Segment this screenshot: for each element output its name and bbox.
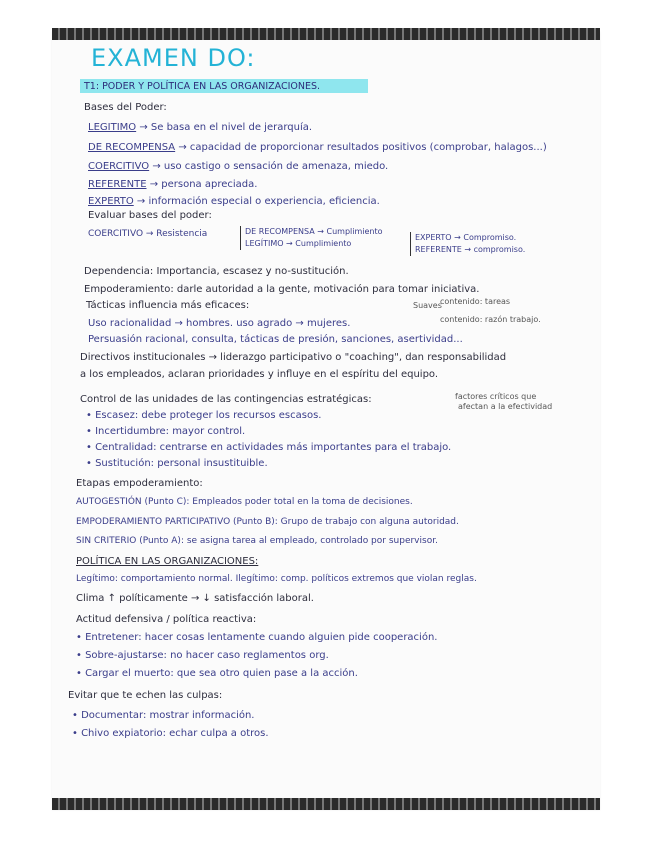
- etapas-header: Etapas empoderamiento:: [76, 478, 203, 489]
- politica-line-1: Legítimo: comportamiento normal. Ilegítimo: comp. políticos extremos que violan reglas.: [76, 574, 477, 584]
- politica-line-2: Clima ↑ políticamente → ↓ satisfacción laboral.: [76, 593, 314, 604]
- bases-header: Bases del Poder:: [84, 102, 167, 113]
- base-item: EXPERTO → información especial o experiencia, eficiencia.: [88, 196, 380, 207]
- control-header: Control de las unidades de las contingencias estratégicas:: [80, 394, 372, 405]
- list-item: • Sobre-ajustarse: no hacer caso reglamentos org.: [76, 650, 329, 661]
- empoderamiento-line: Empoderamiento: darle autoridad a la gente, motivación para tomar iniciativa.: [84, 284, 480, 295]
- dependencia-line: Dependencia: Importancia, escasez y no-sustitución.: [84, 266, 349, 277]
- evaluar-right: EXPERTO → Compromiso. REFERENTE → compromiso.: [410, 232, 525, 256]
- actitud-header: Actitud defensiva / política reactiva:: [76, 614, 257, 625]
- tacticas-side-label: Suaves: [413, 301, 442, 310]
- list-item: • Entretener: hacer cosas lentamente cuando alguien pide cooperación.: [76, 632, 438, 643]
- evitar-header: Evitar que te echen las culpas:: [68, 690, 223, 701]
- base-item: LEGITIMO → Se basa en el nivel de jerarquía.: [88, 122, 313, 133]
- base-item: REFERENTE → persona apreciada.: [88, 179, 258, 190]
- tacticas-side-2: contenido: razón trabajo.: [440, 315, 541, 324]
- page-title: EXAMEN DO:: [91, 44, 256, 72]
- evaluar-mid: DE RECOMPENSA → Cumplimiento LEGÍTIMO → Cumplimiento: [240, 226, 383, 250]
- list-item: • Sustitución: personal insustituible.: [86, 458, 268, 469]
- etapa-item: EMPODERAMIENTO PARTICIPATIVO (Punto B): Grupo de trabajo con alguna autoridad.: [76, 517, 459, 527]
- politica-header: POLÍTICA EN LAS ORGANIZACIONES:: [76, 556, 259, 567]
- list-item: • Incertidumbre: mayor control.: [86, 426, 246, 437]
- evaluar-header: Evaluar bases del poder:: [88, 210, 212, 221]
- directivos-line-2: a los empleados, aclaran prioridades y influye en el espíritu del equipo.: [80, 369, 439, 380]
- control-note: factores críticos que: [455, 392, 537, 401]
- list-item: • Chivo expiatorio: echar culpa a otros.: [72, 728, 269, 739]
- spiral-binding-top: [52, 28, 600, 40]
- list-item: • Cargar el muerto: que sea otro quien pase a la acción.: [76, 668, 358, 679]
- base-item: DE RECOMPENSA → capacidad de proporcionar resultados positivos (comprobar, halagos...): [88, 142, 547, 153]
- tacticas-side-1: contenido: tareas: [440, 297, 511, 306]
- spiral-binding-bottom: [52, 798, 600, 810]
- list-item: • Documentar: mostrar información.: [72, 710, 255, 721]
- etapa-item: SIN CRITERIO (Punto A): se asigna tarea al empleado, controlado por supervisor.: [76, 536, 438, 546]
- tacticas-line-2: Persuasión racional, consulta, tácticas de presión, sanciones, asertividad...: [88, 334, 463, 345]
- evaluar-left: COERCITIVO → Resistencia: [88, 229, 208, 239]
- section-heading-t1: T1: PODER Y POLÍTICA EN LAS ORGANIZACIONES.: [84, 81, 321, 92]
- control-note: afectan a la efectividad: [458, 402, 553, 411]
- directivos-line-1: Directivos institucionales → liderazgo participativo o "coaching", dan responsabilidad: [80, 352, 507, 363]
- base-item: COERCITIVO → uso castigo o sensación de amenaza, miedo.: [88, 161, 389, 172]
- tacticas-line-1: Uso racionalidad → hombres. uso agrado → mujeres.: [88, 318, 351, 329]
- list-item: • Escasez: debe proteger los recursos escasos.: [86, 410, 322, 421]
- tacticas-header: Tácticas influencia más eficaces:: [86, 300, 250, 311]
- etapa-item: AUTOGESTIÓN (Punto C): Empleados poder total en la toma de decisiones.: [76, 497, 413, 507]
- list-item: • Centralidad: centrarse en actividades más importantes para el trabajo.: [86, 442, 452, 453]
